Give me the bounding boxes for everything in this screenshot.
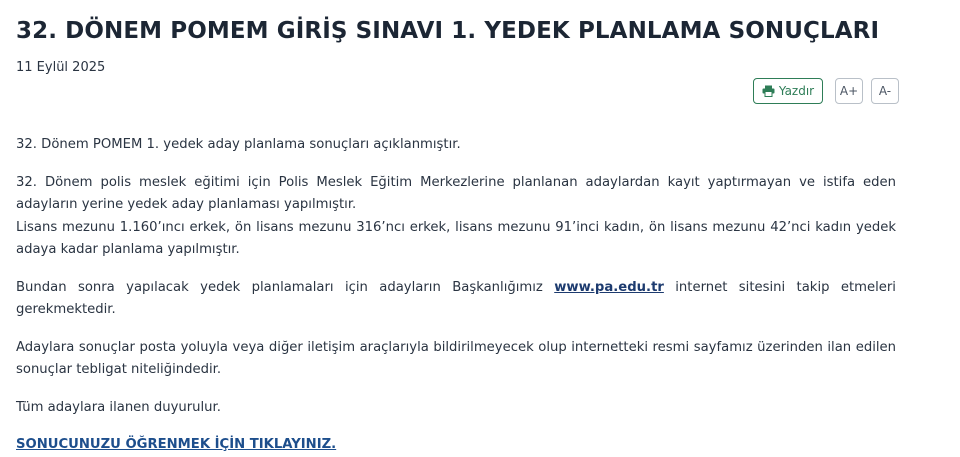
printer-icon <box>762 85 775 97</box>
print-button[interactable] <box>753 78 823 104</box>
follow-text-after: internet sitesini takip etmeleri gerekmektedir. <box>16 279 896 317</box>
planning-limits-text: Lisans mezunu 1.160’ıncı erkek, ön lisans mezunu 316’ncı erkek, lisans mezunu 91’inci kadın, ön lisans mezunu 42’nci kadın yedek adaya kadar planlama yapılmıştır. <box>16 219 896 257</box>
page-title: 32. DÖNEM POMEM GİRİŞ SINAVI 1. YEDEK PLANLAMA SONUÇLARI <box>16 18 880 44</box>
font-increase-button[interactable]: A+ <box>835 78 863 104</box>
article-toolbar <box>753 78 899 104</box>
paragraph-planning <box>16 172 896 262</box>
follow-text-before: Bundan sonra yapılacak yedek planlamaları için adayların Başkanlığımız <box>16 279 543 295</box>
font-decrease-button[interactable]: A- <box>871 78 899 104</box>
article-body <box>16 134 896 457</box>
website-link[interactable]: www.pa.edu.tr <box>554 279 664 295</box>
paragraph-announcement: 32. Dönem POMEM 1. yedek aday planlama sonuçları açıklanmıştır. <box>16 137 461 152</box>
print-label: Yazdır <box>778 84 815 98</box>
planning-text: 32. Dönem polis meslek eğitimi için Polis Meslek Eğitim Merkezlerine planlanan adaylardan kayıt yaptırmayan ve istifa eden adayların yerine yedek aday planlaması yapılmıştır. <box>16 174 896 212</box>
paragraph-follow-site <box>16 277 896 322</box>
paragraph-closing: Tüm adaylara ilanen duyurulur. <box>16 399 221 415</box>
publish-date: 11 Eylül 2025 <box>16 60 106 75</box>
paragraph-notification: Adaylara sonuçlar posta yoluyla veya diğer iletişim araçlarıyla bildirilmeyecek olup internetteki resmi sayfamız üzerinden ilan edilen sonuçlar tebligat niteliğindedir. <box>16 339 896 377</box>
results-link[interactable]: SONUCUNUZU ÖĞRENMEK İÇİN TIKLAYINIZ. <box>16 437 337 452</box>
